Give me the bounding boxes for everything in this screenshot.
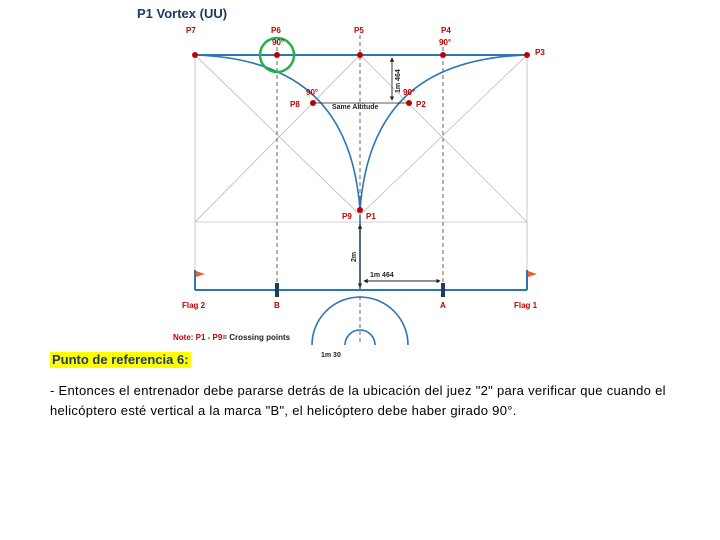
label-dim-vertical: 2m bbox=[351, 251, 358, 262]
label-p2-angle: 90° bbox=[403, 88, 416, 97]
label-p3: P3 bbox=[535, 48, 545, 57]
point-p5 bbox=[357, 52, 363, 58]
label-p8: P8 bbox=[290, 100, 300, 109]
point-p9-p1 bbox=[357, 207, 363, 213]
label-p6-angle: 90° bbox=[272, 38, 285, 47]
reference-body: - Entonces el entrenador debe pararse detrás de la ubicación del juez "2" para verificar que cuando el helicóptero esté vertical a la marca "B", el helicóptero debe haber girado 90°. bbox=[50, 383, 666, 418]
point-p8 bbox=[310, 100, 316, 106]
reference-heading: Punto de referencia 6: bbox=[52, 352, 189, 367]
label-p4: P4 bbox=[441, 26, 451, 35]
label-dim-top: 1m 464 bbox=[395, 69, 402, 93]
label-dim-bottom: 1m 30 bbox=[321, 352, 341, 359]
base-line bbox=[195, 270, 527, 290]
mark-a bbox=[441, 283, 445, 297]
flag1-icon bbox=[528, 271, 537, 277]
label-p1: P1 bbox=[366, 212, 376, 221]
label-flag2: Flag 2 bbox=[182, 301, 206, 310]
label-p9: P9 bbox=[342, 212, 352, 221]
label-b: B bbox=[274, 301, 280, 310]
point-p7 bbox=[192, 52, 198, 58]
flag2-icon bbox=[196, 271, 205, 277]
point-p3 bbox=[524, 52, 530, 58]
note-suffix: = Crossing points bbox=[222, 333, 291, 342]
label-dim-horizontal: 1m 464 bbox=[370, 272, 394, 279]
note bbox=[173, 333, 291, 342]
diagram-title: P1 Vortex (UU) bbox=[137, 6, 228, 21]
label-flag1: Flag 1 bbox=[514, 301, 538, 310]
guide-lines bbox=[195, 55, 527, 280]
label-p5: P5 bbox=[354, 26, 364, 35]
label-p4-angle: 90° bbox=[439, 38, 452, 47]
label-p6: P6 bbox=[271, 26, 281, 35]
point-p6 bbox=[274, 52, 280, 58]
vortex-right-curve bbox=[360, 55, 527, 210]
vortex-left-curve bbox=[195, 55, 360, 210]
label-p7: P7 bbox=[186, 26, 196, 35]
point-p4 bbox=[440, 52, 446, 58]
point-p2 bbox=[406, 100, 412, 106]
note-prefix: Note: P1 - P9 bbox=[173, 333, 223, 342]
points bbox=[192, 52, 530, 213]
label-a: A bbox=[440, 301, 446, 310]
label-same-altitude: Same Altitude bbox=[332, 104, 379, 111]
label-p2: P2 bbox=[416, 100, 426, 109]
label-p8-angle: 90° bbox=[306, 88, 319, 97]
mark-b bbox=[275, 283, 279, 297]
